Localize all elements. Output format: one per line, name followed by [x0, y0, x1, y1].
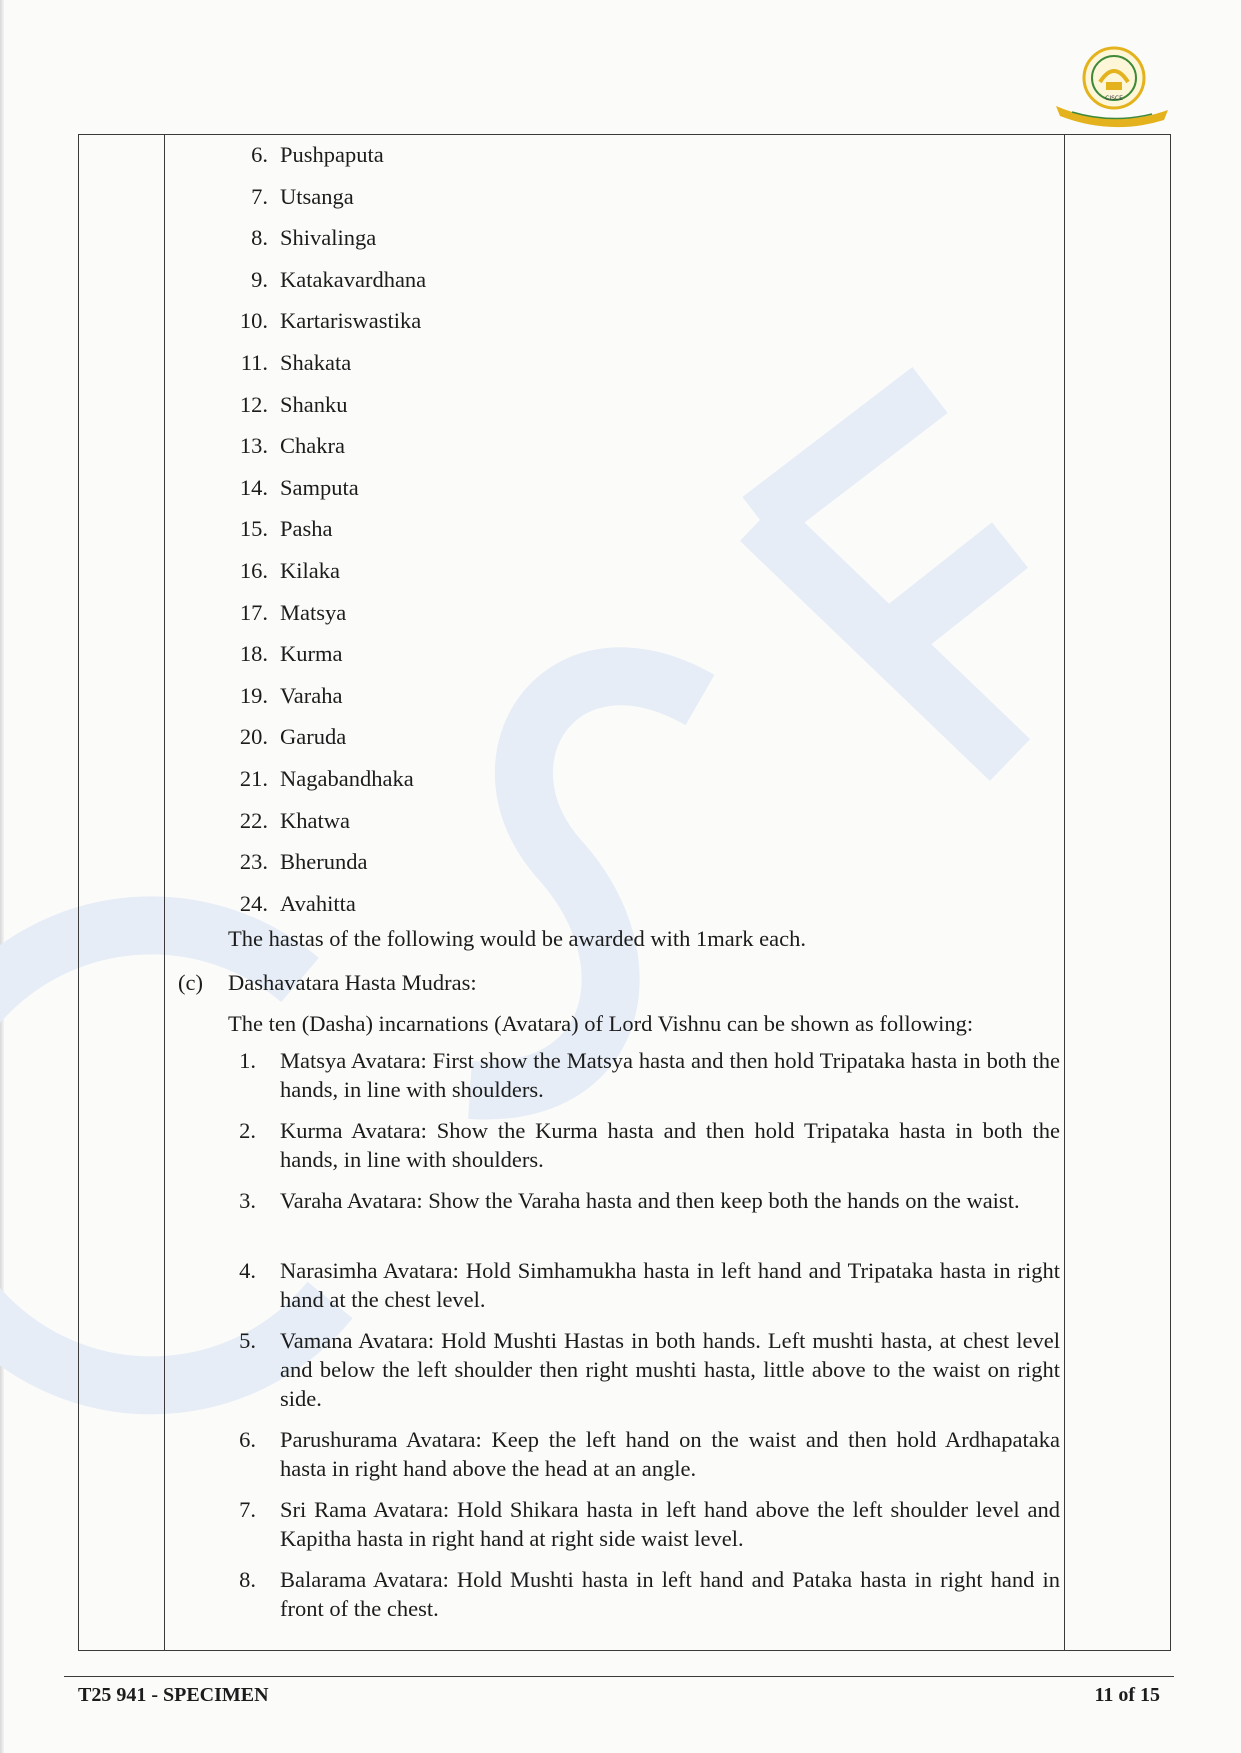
section-label: (c) [178, 970, 203, 995]
list-item [176, 758, 1064, 800]
list-item-name: Shanku [280, 391, 348, 417]
list-item [176, 675, 1064, 717]
avatar-text: Narasimha Avatara: Hold Simhamukha hasta in left hand and Tripataka hasta in right hand at the chest level. [280, 1258, 1060, 1312]
avatar-text: Varaha Avatara: Show the Varaha hasta and then keep both the hands on the waist. [280, 1188, 1020, 1213]
logo-text: CISCE [1105, 95, 1123, 102]
avatar-number: 6. [239, 1427, 256, 1452]
list-item-name: Pushpaputa [280, 142, 384, 167]
list-item-name: Pasha [280, 516, 333, 542]
list-item-number: 19. [239, 682, 268, 708]
list-item [176, 300, 1064, 342]
list-item [176, 217, 1064, 259]
section-intro: The ten (Dasha) incarnations (Avatara) of Lord Vishnu can be shown as following: [228, 1011, 974, 1036]
list-item-number: 22. [239, 807, 268, 833]
list-item-name: Nagabandhaka [280, 765, 414, 791]
list-item-name: Kilaka [280, 557, 340, 583]
avatar-number: 4. [239, 1258, 256, 1283]
avatar-number: 1. [239, 1048, 256, 1073]
avatar-number: 5. [239, 1328, 256, 1353]
footer-rule [64, 1676, 1174, 1677]
avatar-text: Sri Rama Avatara: Hold Shikara hasta in left hand above the left shoulder level and Kapitha hasta in right hand at right side waist level. [280, 1497, 1060, 1551]
list-item-number: 9. [251, 266, 268, 292]
list-item [176, 841, 1064, 883]
list-item-number: 14. [239, 474, 268, 500]
list-item-number: 6. [251, 142, 268, 167]
list-item-number: 17. [239, 599, 268, 625]
list-item-number: 12. [239, 391, 268, 417]
list-item-number: 11. [240, 349, 268, 375]
list-item-name: Matsya [280, 599, 347, 625]
list-item [176, 508, 1064, 550]
answer-content [176, 134, 1064, 924]
avatar-text: Matsya Avatara: First show the Matsya hasta and then hold Tripataka hasta in both the hands, in line with shoulders. [280, 1048, 1060, 1102]
avatar-text: Parushurama Avatara: Keep the left hand on the waist and then hold Ardhapataka hasta in right hand above the head at an angle. [280, 1427, 1060, 1481]
list-item [176, 425, 1064, 467]
list-item-name: Avahitta [280, 890, 356, 916]
list-item [176, 633, 1064, 675]
column-divider-right [1064, 134, 1065, 1651]
list-item [176, 259, 1064, 301]
list-item-name: Katakavardhana [280, 266, 427, 292]
list-item [176, 550, 1064, 592]
list-item [176, 716, 1064, 758]
list-item-number: 13. [239, 433, 268, 459]
list-item [176, 800, 1064, 842]
section-title: Dashavatara Hasta Mudras: [228, 970, 477, 995]
list-item-number: 8. [251, 225, 268, 251]
list-item [176, 592, 1064, 634]
avatar-text: Vamana Avatara: Hold Mushti Hastas in both hands. Left mushti hasta, at chest level and below the left shoulder then right mushti hasta, little above to the waist on right side. [280, 1328, 1060, 1411]
hasta-list [176, 134, 1064, 924]
list-item-name: Shakata [280, 349, 352, 375]
list-item-name: Samputa [280, 474, 359, 500]
avatar-number: 7. [239, 1497, 256, 1522]
paper-code: T25 941 - SPECIMEN [78, 1684, 269, 1706]
list-item-number: 7. [251, 183, 268, 209]
list-item-number: 10. [239, 308, 268, 334]
avatar-text: Balarama Avatara: Hold Mushti hasta in left hand and Pataka hasta in right hand in front of the chest. [280, 1567, 1060, 1621]
list-item [176, 883, 1064, 925]
list-item-number: 23. [239, 849, 268, 875]
list-item [176, 342, 1064, 384]
column-divider-left [164, 134, 165, 1651]
list-item-name: Chakra [280, 433, 345, 459]
list-item [176, 134, 1064, 176]
list-item-number: 24. [239, 890, 268, 916]
avatar-text: Kurma Avatara: Show the Kurma hasta and then hold Tripataka hasta in both the hands, in line with shoulders. [280, 1118, 1060, 1172]
avatar-number: 3. [239, 1188, 256, 1213]
list-item-number: 18. [239, 641, 268, 667]
avatar-number: 2. [239, 1118, 256, 1143]
scan-edge [0, 0, 4, 1753]
cisce-logo [1052, 40, 1172, 130]
list-item-number: 20. [239, 724, 268, 750]
list-item [176, 467, 1064, 509]
list-item-number: 16. [239, 557, 268, 583]
list-item-name: Khatwa [280, 807, 350, 833]
list-item [176, 176, 1064, 218]
avatar-number: 8. [239, 1567, 256, 1592]
list-item-name: Bherunda [280, 849, 368, 875]
list-item-name: Garuda [280, 724, 347, 750]
list-item-name: Kartariswastika [280, 308, 422, 334]
list-item-name: Utsanga [280, 183, 354, 209]
list-item-name: Shivalinga [280, 225, 377, 251]
list-item [176, 384, 1064, 426]
page-number: 11 of 15 [1094, 1684, 1160, 1706]
marks-note: The hastas of the following would be awarded with 1mark each. [228, 926, 806, 951]
list-item-number: 15. [239, 516, 268, 542]
list-item-number: 21. [239, 765, 268, 791]
list-item-name: Varaha [280, 682, 343, 708]
list-item-name: Kurma [280, 641, 343, 667]
